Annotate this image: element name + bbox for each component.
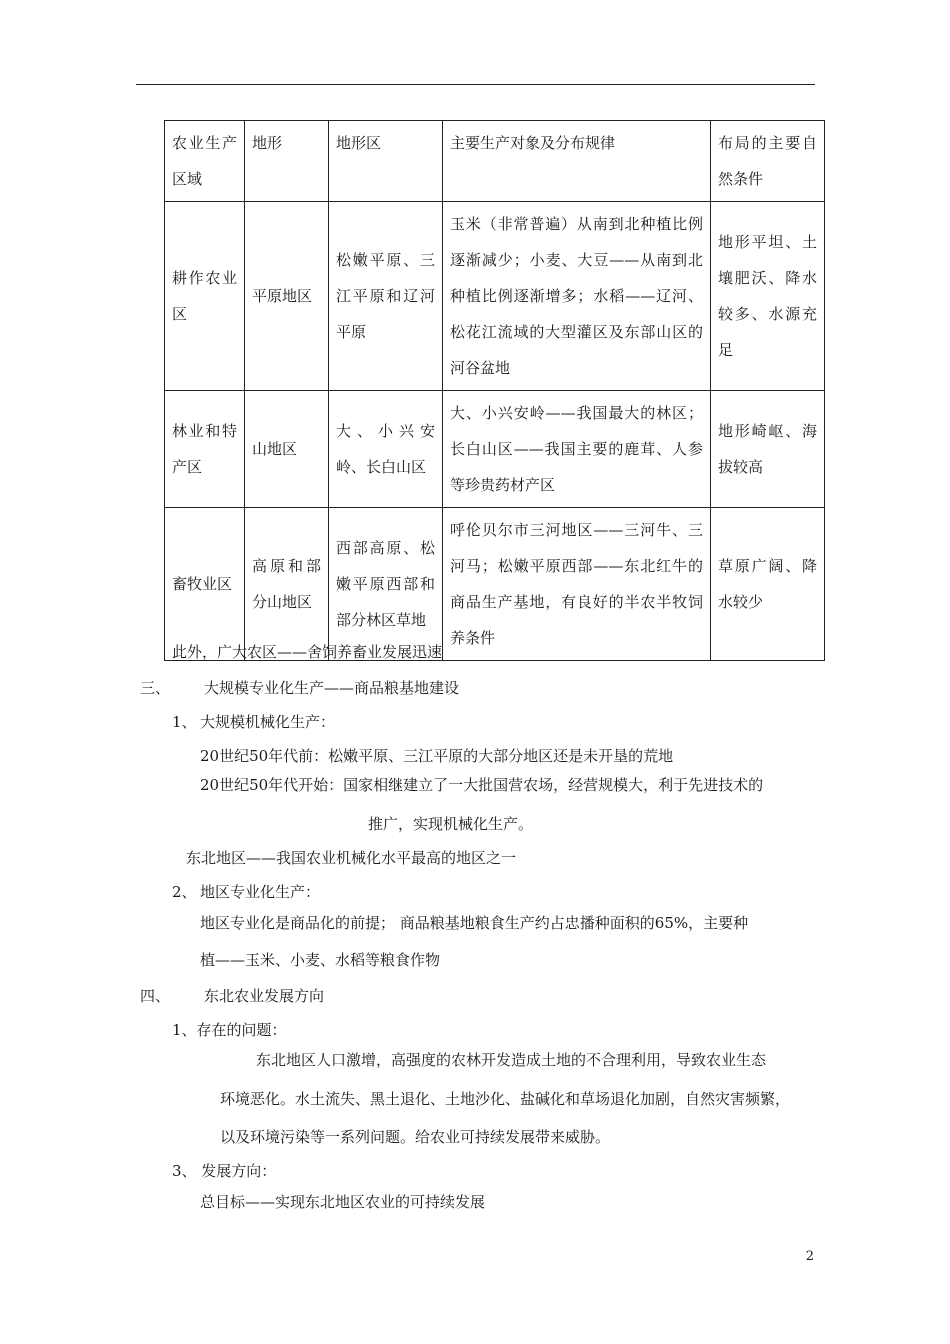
paragraph: 东北地区人口激增，高强度的农林开发造成土地的不合理利用，导致农业生态 [256,1051,767,1069]
region-cell: 畜牧业区 [165,508,245,661]
paragraph: 推广，实现机械化生产。 [368,815,534,833]
products-cell: 玉米（非常普遍）从南到北种植比例逐渐减少；小麦、大豆——从南到北种植比例逐渐增多；水稻——辽河、松花江流域的大型灌区及东部山区的河谷盆地 [443,202,711,391]
table-header-row [165,121,825,202]
sub-1-title: 1、存在的问题： [172,1021,287,1039]
section-3-title: 大规模专业化生产——商品粮基地建设 [204,679,460,697]
section-4-number: 四、 [140,987,171,1005]
area-cell: 松嫩平原、三江平原和辽河平原 [329,202,443,391]
region-cell: 林业和特产区 [165,391,245,508]
header-cell: 主要生产对象及分布规律 [443,121,711,202]
conditions-cell: 地形平坦、土壤肥沃、降水较多、水源充足 [711,202,825,391]
table-row [165,391,825,508]
region-cell: 耕作农业区 [165,202,245,391]
header-cell: 农业生产区域 [165,121,245,202]
paragraph: 植——玉米、小麦、水稻等粮食作物 [200,951,441,969]
paragraph: 以及环境污染等一系列问题。给农业可持续发展带来威胁。 [220,1128,611,1146]
table-row [165,508,825,661]
paragraph: 总目标——实现东北地区农业的可持续发展 [200,1193,486,1211]
area-cell: 西部高原、松嫩平原西部和部分林区草地 [329,508,443,661]
after-table-note: 此外，广大农区——舍饲养畜业发展迅速 [172,643,443,661]
terrain-cell: 平原地区 [245,202,329,391]
sub-1-title: 大规模机械化生产： [200,713,336,731]
agriculture-table [164,120,825,661]
page-number: 2 [805,1249,814,1264]
products-cell: 大、小兴安岭——我国最大的林区；长白山区——我国主要的鹿茸、人参等珍贵药材产区 [443,391,711,508]
header-cell: 布局的主要自然条件 [711,121,825,202]
area-cell: 大、小兴安岭、长白山区 [329,391,443,508]
section-4-title: 东北农业发展方向 [204,987,325,1005]
terrain-cell: 山地区 [245,391,329,508]
table-row [165,202,825,391]
section-3-number: 三、 [140,679,171,697]
terrain-cell: 高原和部分山地区 [245,508,329,661]
paragraph: 环境恶化。水土流失、黑土退化、土地沙化、盐碱化和草场退化加剧，自然灾害频繁， [220,1090,791,1108]
conditions-cell: 草原广阔、降水较少 [711,508,825,661]
sub-3-title: 3、 发展方向： [172,1162,277,1180]
paragraph: 地区专业化是商品化的前提； 商品粮基地粮食生产约占忠播种面积的65%，主要种 [200,914,749,932]
paragraph: 20世纪50年代前：松嫩平原、三江平原的大部分地区还是未开垦的荒地 [200,747,674,765]
paragraph: 东北地区——我国农业机械化水平最高的地区之一 [186,849,517,867]
header-cell: 地形区 [329,121,443,202]
sub-1-number: 1、 [172,713,197,731]
sub-2-number: 2、 [172,883,197,901]
sub-2-title: 地区专业化生产： [200,883,321,901]
header-rule [136,84,815,85]
paragraph: 20世纪50年代开始：国家相继建立了一大批国营农场，经营规模大，利于先进技术的 [200,776,764,794]
conditions-cell: 地形崎岖、海拔较高 [711,391,825,508]
products-cell: 呼伦贝尔市三河地区——三河牛、三河马；松嫩平原西部——东北红牛的商品生产基地，有良好的半农半牧饲养条件 [443,508,711,661]
header-cell: 地形 [245,121,329,202]
